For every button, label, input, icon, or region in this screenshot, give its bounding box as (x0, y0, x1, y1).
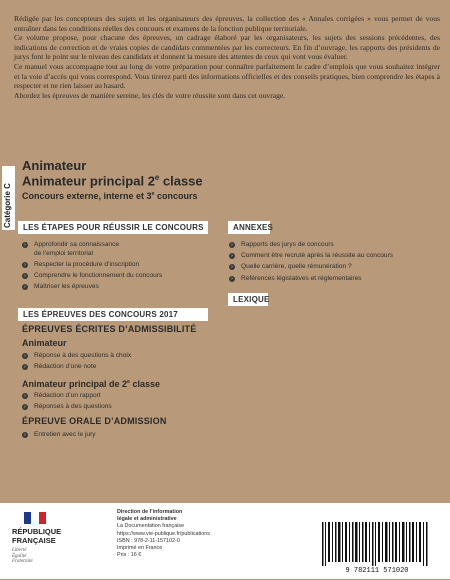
category-tab (2, 166, 15, 230)
list-item: › Réponse à des questions à choix (22, 352, 212, 361)
publisher-info: Direction de l’information légale et administrative La Documentation française https://www.vie-publique.fr/publications ISBN : 978-2-11-157102-0 Imprimé en France Prix : 16 € (117, 509, 210, 559)
list-item: › Quelle carrière, quelle rémunération ? (229, 263, 441, 272)
category-label: Catégorie C (3, 183, 12, 228)
bullet-icon: › (22, 284, 28, 290)
intro-text (14, 14, 440, 100)
title-animateur-principal: Animateur principal 2e classe (22, 173, 203, 189)
barcode (314, 520, 440, 575)
bullet-icon: › (229, 264, 235, 270)
etapes-list (22, 241, 212, 294)
list-item: › Respecter la procédure d’inscription (22, 261, 212, 270)
bullet-icon: › (229, 253, 235, 259)
principal-epreuves-list (22, 392, 212, 414)
barcode-digits: 9 782111 571020 (345, 567, 409, 575)
etapes-header: LES ÉTAPES POUR RÉUSSIR LE CONCOURS (18, 221, 208, 234)
bullet-icon: › (229, 276, 235, 282)
bullet-icon: › (22, 353, 28, 359)
annexes-header: ANNEXES (228, 221, 270, 234)
animateur-title: Animateur (22, 338, 67, 348)
list-item: › Rédaction d’un rapport (22, 392, 212, 401)
intro-paragraph: Abordez les épreuves de manière sereine, les clés de votre réussite sont dans cet ouvrage. (14, 90, 286, 100)
list-item: › Approfondir sa connaissance de l’emploi territorial (22, 241, 212, 258)
bullet-icon: › (22, 432, 28, 438)
annexes-list (229, 241, 441, 286)
bullet-icon: › (22, 404, 28, 410)
bullet-icon: › (22, 262, 28, 268)
republique-text: RÉPUBLIQUE FRANÇAISE (12, 527, 62, 545)
list-item: › Rédaction d’une note (22, 363, 212, 372)
bullet-icon: › (22, 242, 28, 248)
ecrites-title: ÉPREUVES ÉCRITES D’ADMISSIBILITÉ (22, 324, 197, 334)
animateur-epreuves-list (22, 352, 212, 374)
orale-title: ÉPREUVE ORALE D’ADMISSION (22, 416, 167, 426)
orale-epreuves-list (22, 431, 212, 442)
principal-title: Animateur principal de 2e classe (22, 379, 161, 389)
bullet-icon: › (22, 273, 28, 279)
intro-paragraph: Rédigée par les concepteurs des sujets et les organisateurs des épreuves, la collection des « Annales corrigées » vous permet de vous entraîner dans les conditions réelles des concours et examens de la fonction publique territoriale. (14, 14, 440, 33)
motto: Liberté Égalité Fraternité (12, 548, 33, 565)
list-item: › Comment être recruté après la réussite au concours (229, 252, 441, 261)
list-item: › Réponses à des questions (22, 403, 212, 412)
list-item: › Références législatives et réglementaires (229, 275, 441, 284)
marianne-flag-icon (24, 512, 46, 524)
bullet-icon: › (22, 393, 28, 399)
title-animateur: Animateur (22, 158, 87, 173)
subtitle-concours: Concours externe, interne et 3e concours (22, 191, 198, 201)
intro-paragraph: Ce manuel vous accompagne tout au long de votre préparation pour connaître parfaitement le cadre d’emplois que vous souhaitez intégrer et la voie d’accès qui vous correspond. Vous tirerez parti des informations officielles et des conseils pratiques, bien comprendre les étapes à respecter et ne rien laisser au hasard. (14, 61, 440, 91)
lexique-header: LEXIQUE (228, 293, 268, 306)
intro-paragraph: Ce volume propose, pour chacune des épreuves, un cadrage élaboré par les organisateurs, les sujets des sessions précédentes, des indications de correction et de vraies copies de candidats commentées par les correcteurs. En fin d’ouvrage, les rapports des présidents de jurys font le point sur le niveau des candidats et donnent la mesure des attentes de ceux qui vont vous évaluer. (14, 33, 440, 62)
list-item: › Maîtriser les épreuves (22, 283, 212, 292)
list-item: › Comprendre le fonctionnement du concours (22, 272, 212, 281)
list-item: › Entretien avec le jury (22, 431, 212, 440)
barcode-icon (314, 520, 440, 575)
epreuves-header: LES ÉPREUVES DES CONCOURS 2017 (18, 308, 208, 321)
bullet-icon: › (22, 364, 28, 370)
list-item: › Rapports des jurys de concours (229, 241, 441, 250)
bullet-icon: › (229, 242, 235, 248)
